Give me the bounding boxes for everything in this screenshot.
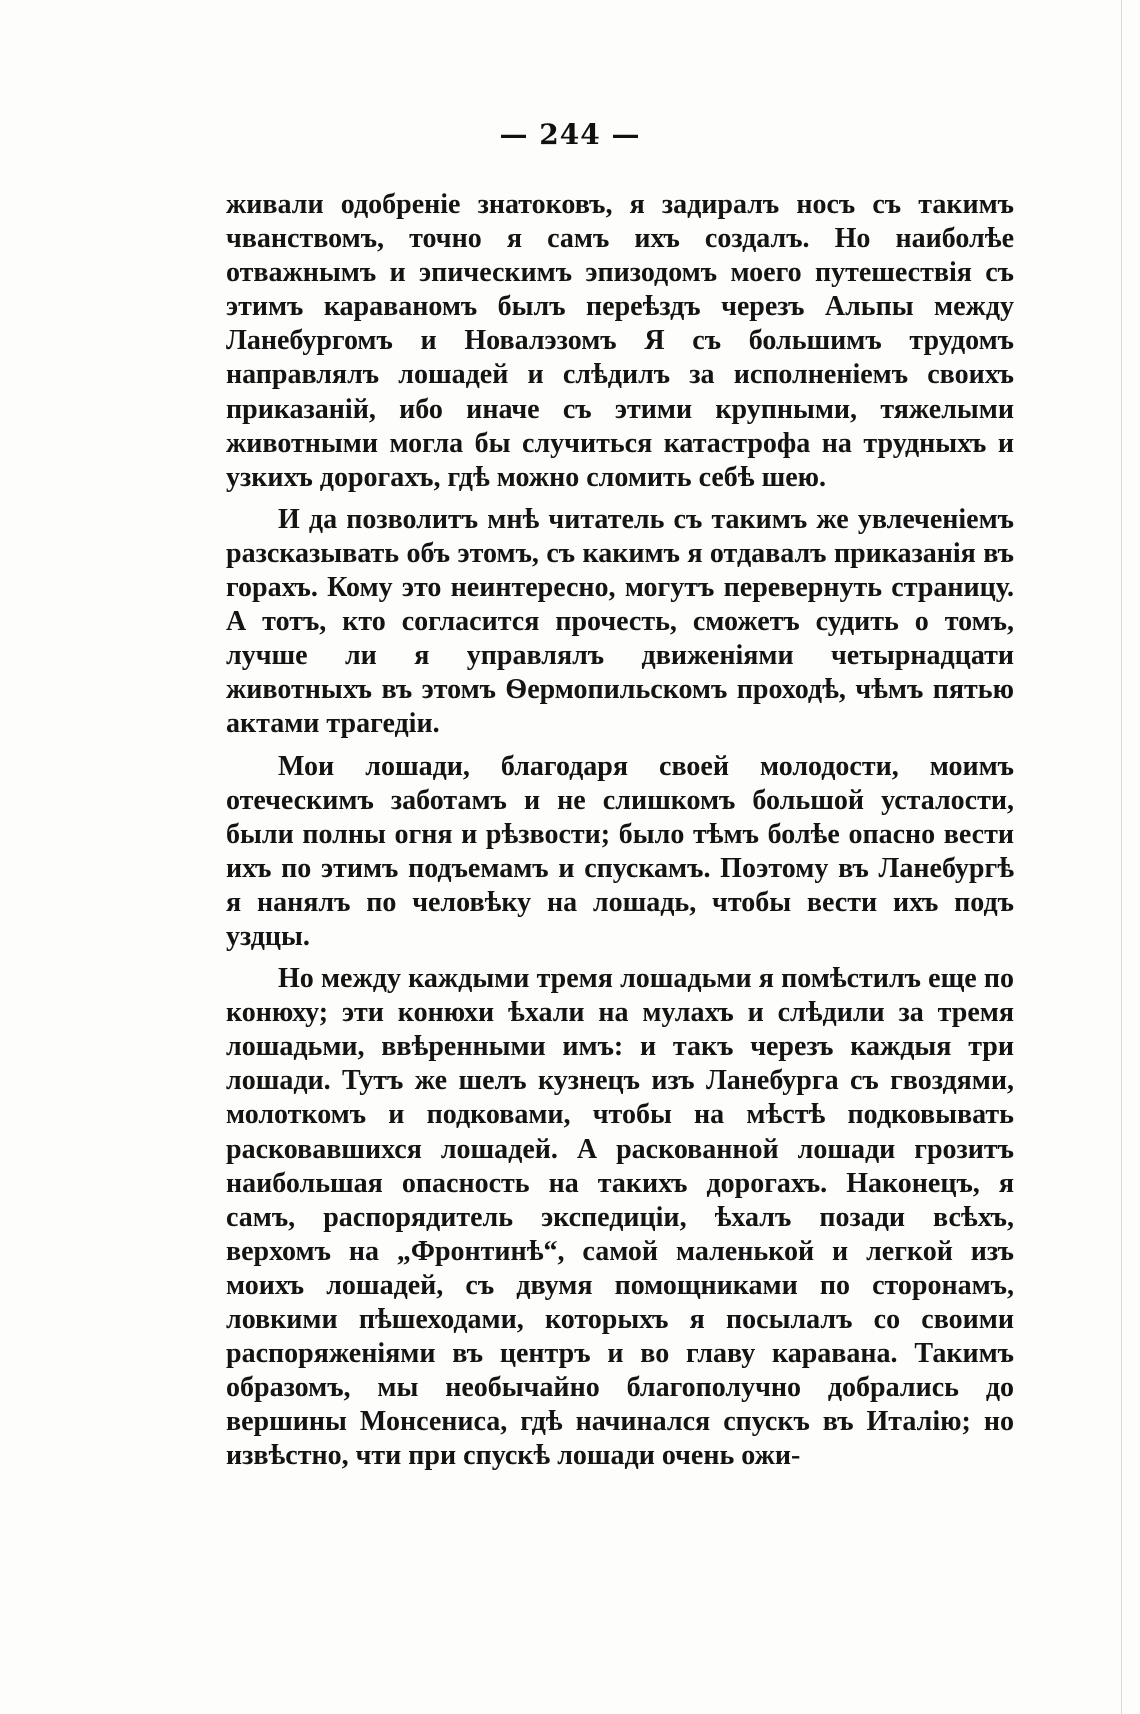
paragraph-2: И да позволитъ мнѣ читатель съ такимъ же увлеченіемъ разсказывать объ этомъ, съ какимъ я отдавалъ приказанія въ горахъ. Кому это неинтересно, могутъ перевернуть страницу. А тотъ, кто согласится прочесть, сможетъ судить о томъ, лучше ли я управлялъ движеніями четырнадцати животныхъ въ этомъ Ѳермопильскомъ проходѣ, чѣмъ пятью актами трагедіи. — [226, 503, 1014, 740]
page-edge-line — [1121, 0, 1122, 1714]
body-text — [226, 188, 1014, 1473]
paragraph-1: живали одобреніе знатоковъ, я задиралъ носъ съ такимъ чванствомъ, точно я самъ ихъ создалъ. Но наиболѣе отважнымъ и эпическимъ эпизодомъ моего путешествія съ этимъ караваномъ былъ переѣздъ черезъ Альпы между Ланебургомъ и Новалэзомъ Я съ большимъ трудомъ направлялъ лошадей и слѣдилъ за исполненіемъ своихъ приказаній, ибо иначе съ этими крупными, тяжелыми животными могла бы случиться катастрофа на трудныхъ и узкихъ дорогахъ, гдѣ можно сломить себѣ шею. — [226, 189, 1014, 493]
paragraph-4: Но между каждыми тремя лошадьми я помѣстилъ еще по конюху; эти конюхи ѣхали на мулахъ и слѣдили за тремя лошадьми, ввѣренными имъ: и такъ черезъ каждыя три лошади. Тутъ же шелъ кузнецъ изъ Ланебурга съ гвоздями, молоткомъ и подковами, чтобы на мѣстѣ подковывать расковавшихся лошадей. А раскованной лошади грозитъ наибольшая опасность на такихъ дорогахъ. Наконецъ, я самъ, распорядитель экспедиціи, ѣхалъ позади всѣхъ, верхомъ на „Фронтинѣ“, самой маленькой и легкой изъ моихъ лошадей, съ двумя помощниками по сторонамъ, ловкими пѣшеходами, которыхъ я посылалъ со своими распоряженіями въ центръ и во главу каравана. Такимъ образомъ, мы необычайно благополучно добрались до вершины Монсениса, гдѣ начинался спускъ въ Италію; но извѣстно, чти при спускѣ лошади очень ожи- — [226, 963, 1014, 1472]
paragraph-3: Мои лошади, благодаря своей молодости, моимъ отеческимъ заботамъ и не слишкомъ большой усталости, были полны огня и рѣзвости; было тѣмъ болѣе опасно вести ихъ по этимъ подъемамъ и спускамъ. Поэтому въ Ланебургѣ я нанялъ по человѣку на лошадь, чтобы вести ихъ подъ уздцы. — [226, 750, 1014, 952]
page-number: — 244 — — [499, 118, 641, 151]
